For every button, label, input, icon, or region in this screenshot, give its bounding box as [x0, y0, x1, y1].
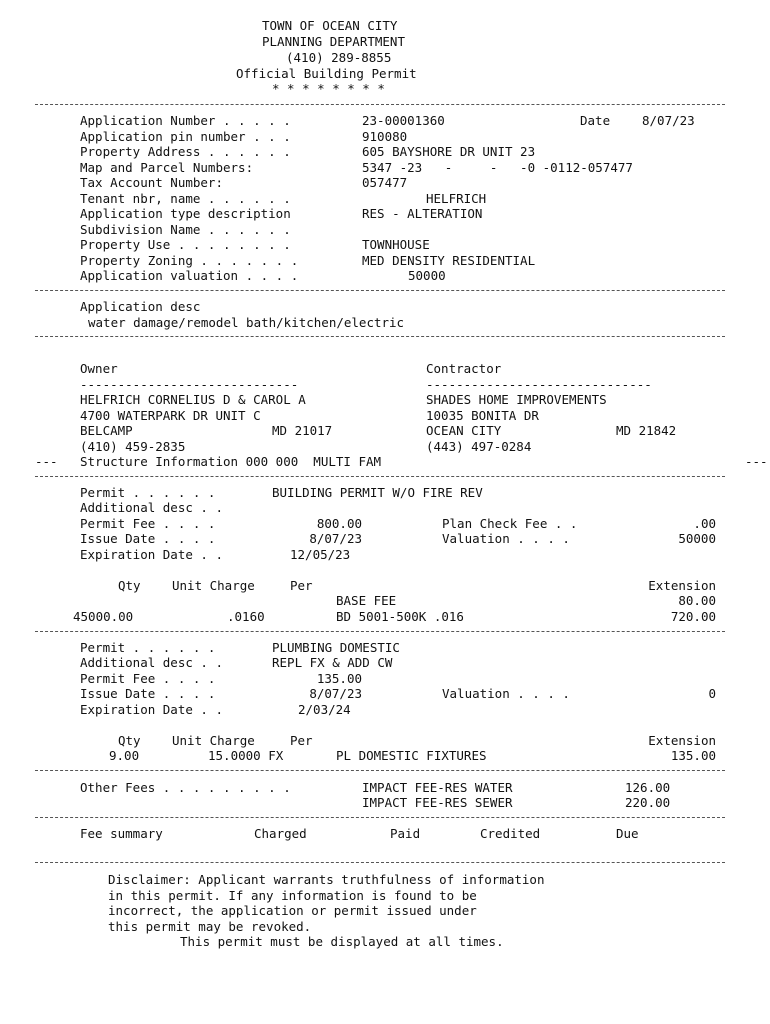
- permit2-col-per: Per: [290, 733, 313, 748]
- header-phone: (410) 289-8855: [286, 50, 392, 65]
- tax-account-value: 057477: [362, 175, 408, 190]
- property-address-value: 605 BAYSHORE DR UNIT 23: [362, 144, 536, 159]
- permit1-valuation-value: 50000: [678, 531, 716, 546]
- contractor-phone: (443) 497-0284: [426, 439, 532, 454]
- permit2-col-qty: Qty: [118, 733, 141, 748]
- fee-summary-paid: Paid: [390, 826, 421, 841]
- app-pin-value: 910080: [362, 129, 408, 144]
- structure-right-dashes: ---: [745, 454, 768, 469]
- owner-name: HELFRICH CORNELIUS D & CAROL A: [80, 392, 306, 407]
- permit1-row2-extension: 720.00: [670, 609, 716, 624]
- permit2-fee-value: 135.00: [316, 671, 362, 686]
- contractor-street: 10035 BONITA DR: [426, 408, 539, 423]
- permit2-col-unit-charge: Unit Charge: [172, 733, 255, 748]
- permit2-row1-extension: 135.00: [670, 748, 716, 763]
- permit2-addl-value: REPL FX & ADD CW: [272, 655, 393, 670]
- permit1-col-qty: Qty: [118, 578, 141, 593]
- permit2-exp-value: 2/03/24: [298, 702, 351, 717]
- fee-summary-charged: Charged: [254, 826, 307, 841]
- app-type-label: Application type description: [80, 206, 291, 221]
- subdivision-label: Subdivision Name . . . . . .: [80, 222, 291, 237]
- divider: [35, 290, 725, 291]
- owner-heading: Owner: [80, 361, 118, 376]
- app-type-value: RES - ALTERATION: [362, 206, 483, 221]
- permit2-issue-label: Issue Date . . . .: [80, 686, 216, 701]
- divider: [35, 476, 725, 477]
- divider: [35, 770, 725, 771]
- header-title: Official Building Permit: [236, 66, 417, 81]
- permit2-row1-desc: PL DOMESTIC FIXTURES: [336, 748, 487, 763]
- app-number-label: Application Number . . . . .: [80, 113, 291, 128]
- app-date-value: 8/07/23: [642, 113, 695, 128]
- plan-check-label: Plan Check Fee . .: [442, 516, 578, 531]
- permit1-addl-label: Additional desc . .: [80, 500, 223, 515]
- permit1-row1-extension: 80.00: [678, 593, 716, 608]
- disclaimer-line4: this permit may be revoked.: [108, 919, 312, 934]
- permit2-label: Permit . . . . . .: [80, 640, 216, 655]
- permit1-fee-label: Permit Fee . . . .: [80, 516, 216, 531]
- header-town: TOWN OF OCEAN CITY: [262, 18, 398, 33]
- disclaimer-line1: Disclaimer: Applicant warrants truthfulness of information: [108, 872, 545, 887]
- plan-check-value: .00: [693, 516, 716, 531]
- property-use-value: TOWNHOUSE: [362, 237, 430, 252]
- owner-phone: (410) 459-2835: [80, 439, 186, 454]
- other-fee-sewer-name: IMPACT FEE-RES SEWER: [362, 795, 513, 810]
- fee-summary-credited: Credited: [480, 826, 541, 841]
- other-fee-water-name: IMPACT FEE-RES WATER: [362, 780, 513, 795]
- permit2-fee-label: Permit Fee . . . .: [80, 671, 216, 686]
- app-date-label: Date: [580, 113, 611, 128]
- divider: [35, 862, 725, 863]
- permit2-row1-qty: 9.00: [109, 748, 140, 763]
- map-parcel-label: Map and Parcel Numbers:: [80, 160, 254, 175]
- permit2-exp-label: Expiration Date . .: [80, 702, 223, 717]
- map-parcel-value: 5347 -23 - - -0 -0112-057477: [362, 160, 633, 175]
- permit1-row2-desc: BD 5001-500K .016: [336, 609, 464, 624]
- other-fees-label: Other Fees . . . . . . . . .: [80, 780, 291, 795]
- header-department: PLANNING DEPARTMENT: [262, 34, 405, 49]
- owner-state-zip: MD 21017: [272, 423, 333, 438]
- permit1-issue-label: Issue Date . . . .: [80, 531, 216, 546]
- permit2-addl-label: Additional desc . .: [80, 655, 223, 670]
- contractor-name: SHADES HOME IMPROVEMENTS: [426, 392, 607, 407]
- header-stars: * * * * * * * *: [272, 81, 385, 96]
- permit1-label: Permit . . . . . .: [80, 485, 216, 500]
- permit2-valuation-label: Valuation . . . .: [442, 686, 570, 701]
- tenant-value: HELFRICH: [426, 191, 487, 206]
- divider: [35, 631, 725, 632]
- permit1-exp-label: Expiration Date . .: [80, 547, 223, 562]
- divider: [35, 336, 725, 337]
- app-number-value: 23-00001360: [362, 113, 445, 128]
- disclaimer-line3: incorrect, the application or permit issued under: [108, 903, 477, 918]
- permit2-issue-value: 8/07/23: [309, 686, 362, 701]
- permit1-valuation-label: Valuation . . . .: [442, 531, 570, 546]
- permit1-fee-value: 800.00: [316, 516, 362, 531]
- contractor-city: OCEAN CITY: [426, 423, 502, 438]
- disclaimer-line2: in this permit. If any information is found to be: [108, 888, 477, 903]
- permit1-col-unit-charge: Unit Charge: [172, 578, 255, 593]
- permit2-valuation-value: 0: [708, 686, 716, 701]
- app-pin-label: Application pin number . . .: [80, 129, 291, 144]
- permit2-col-extension: Extension: [648, 733, 716, 748]
- structure-info: Structure Information 000 000 MULTI FAM: [80, 454, 382, 469]
- property-zoning-label: Property Zoning . . . . . . .: [80, 253, 299, 268]
- contractor-state-zip: MD 21842: [616, 423, 677, 438]
- fee-summary-label: Fee summary: [80, 826, 163, 841]
- permit2-value: PLUMBING DOMESTIC: [272, 640, 400, 655]
- app-desc-label: Application desc: [80, 299, 201, 314]
- permit1-col-per: Per: [290, 578, 313, 593]
- structure-left-dashes: ---: [35, 454, 58, 469]
- property-use-label: Property Use . . . . . . . .: [80, 237, 291, 252]
- permit1-issue-value: 8/07/23: [309, 531, 362, 546]
- fee-summary-due: Due: [616, 826, 639, 841]
- permit2-row1-unit-charge: 15.0000 FX: [208, 748, 284, 763]
- app-desc-value: water damage/remodel bath/kitchen/electric: [88, 315, 405, 330]
- permit1-row2-unit-charge: .0160: [227, 609, 265, 624]
- permit1-exp-value: 12/05/23: [290, 547, 351, 562]
- owner-underline: -----------------------------: [80, 377, 299, 392]
- permit1-col-extension: Extension: [648, 578, 716, 593]
- tax-account-label: Tax Account Number:: [80, 175, 223, 190]
- owner-city: BELCAMP: [80, 423, 133, 438]
- property-zoning-value: MED DENSITY RESIDENTIAL: [362, 253, 536, 268]
- divider: [35, 817, 725, 818]
- app-valuation-label: Application valuation . . . .: [80, 268, 299, 283]
- permit1-row2-qty: 45000.00: [73, 609, 134, 624]
- property-address-label: Property Address . . . . . .: [80, 144, 291, 159]
- permit1-row1-desc: BASE FEE: [336, 593, 397, 608]
- app-valuation-value: 50000: [408, 268, 446, 283]
- contractor-underline: ------------------------------: [426, 377, 652, 392]
- owner-street: 4700 WATERPARK DR UNIT C: [80, 408, 261, 423]
- contractor-heading: Contractor: [426, 361, 502, 376]
- other-fee-sewer-value: 220.00: [625, 795, 671, 810]
- divider: [35, 104, 725, 105]
- tenant-label: Tenant nbr, name . . . . . .: [80, 191, 291, 206]
- other-fee-water-value: 126.00: [625, 780, 671, 795]
- permit1-value: BUILDING PERMIT W/O FIRE REV: [272, 485, 483, 500]
- display-notice: This permit must be displayed at all times.: [180, 934, 504, 949]
